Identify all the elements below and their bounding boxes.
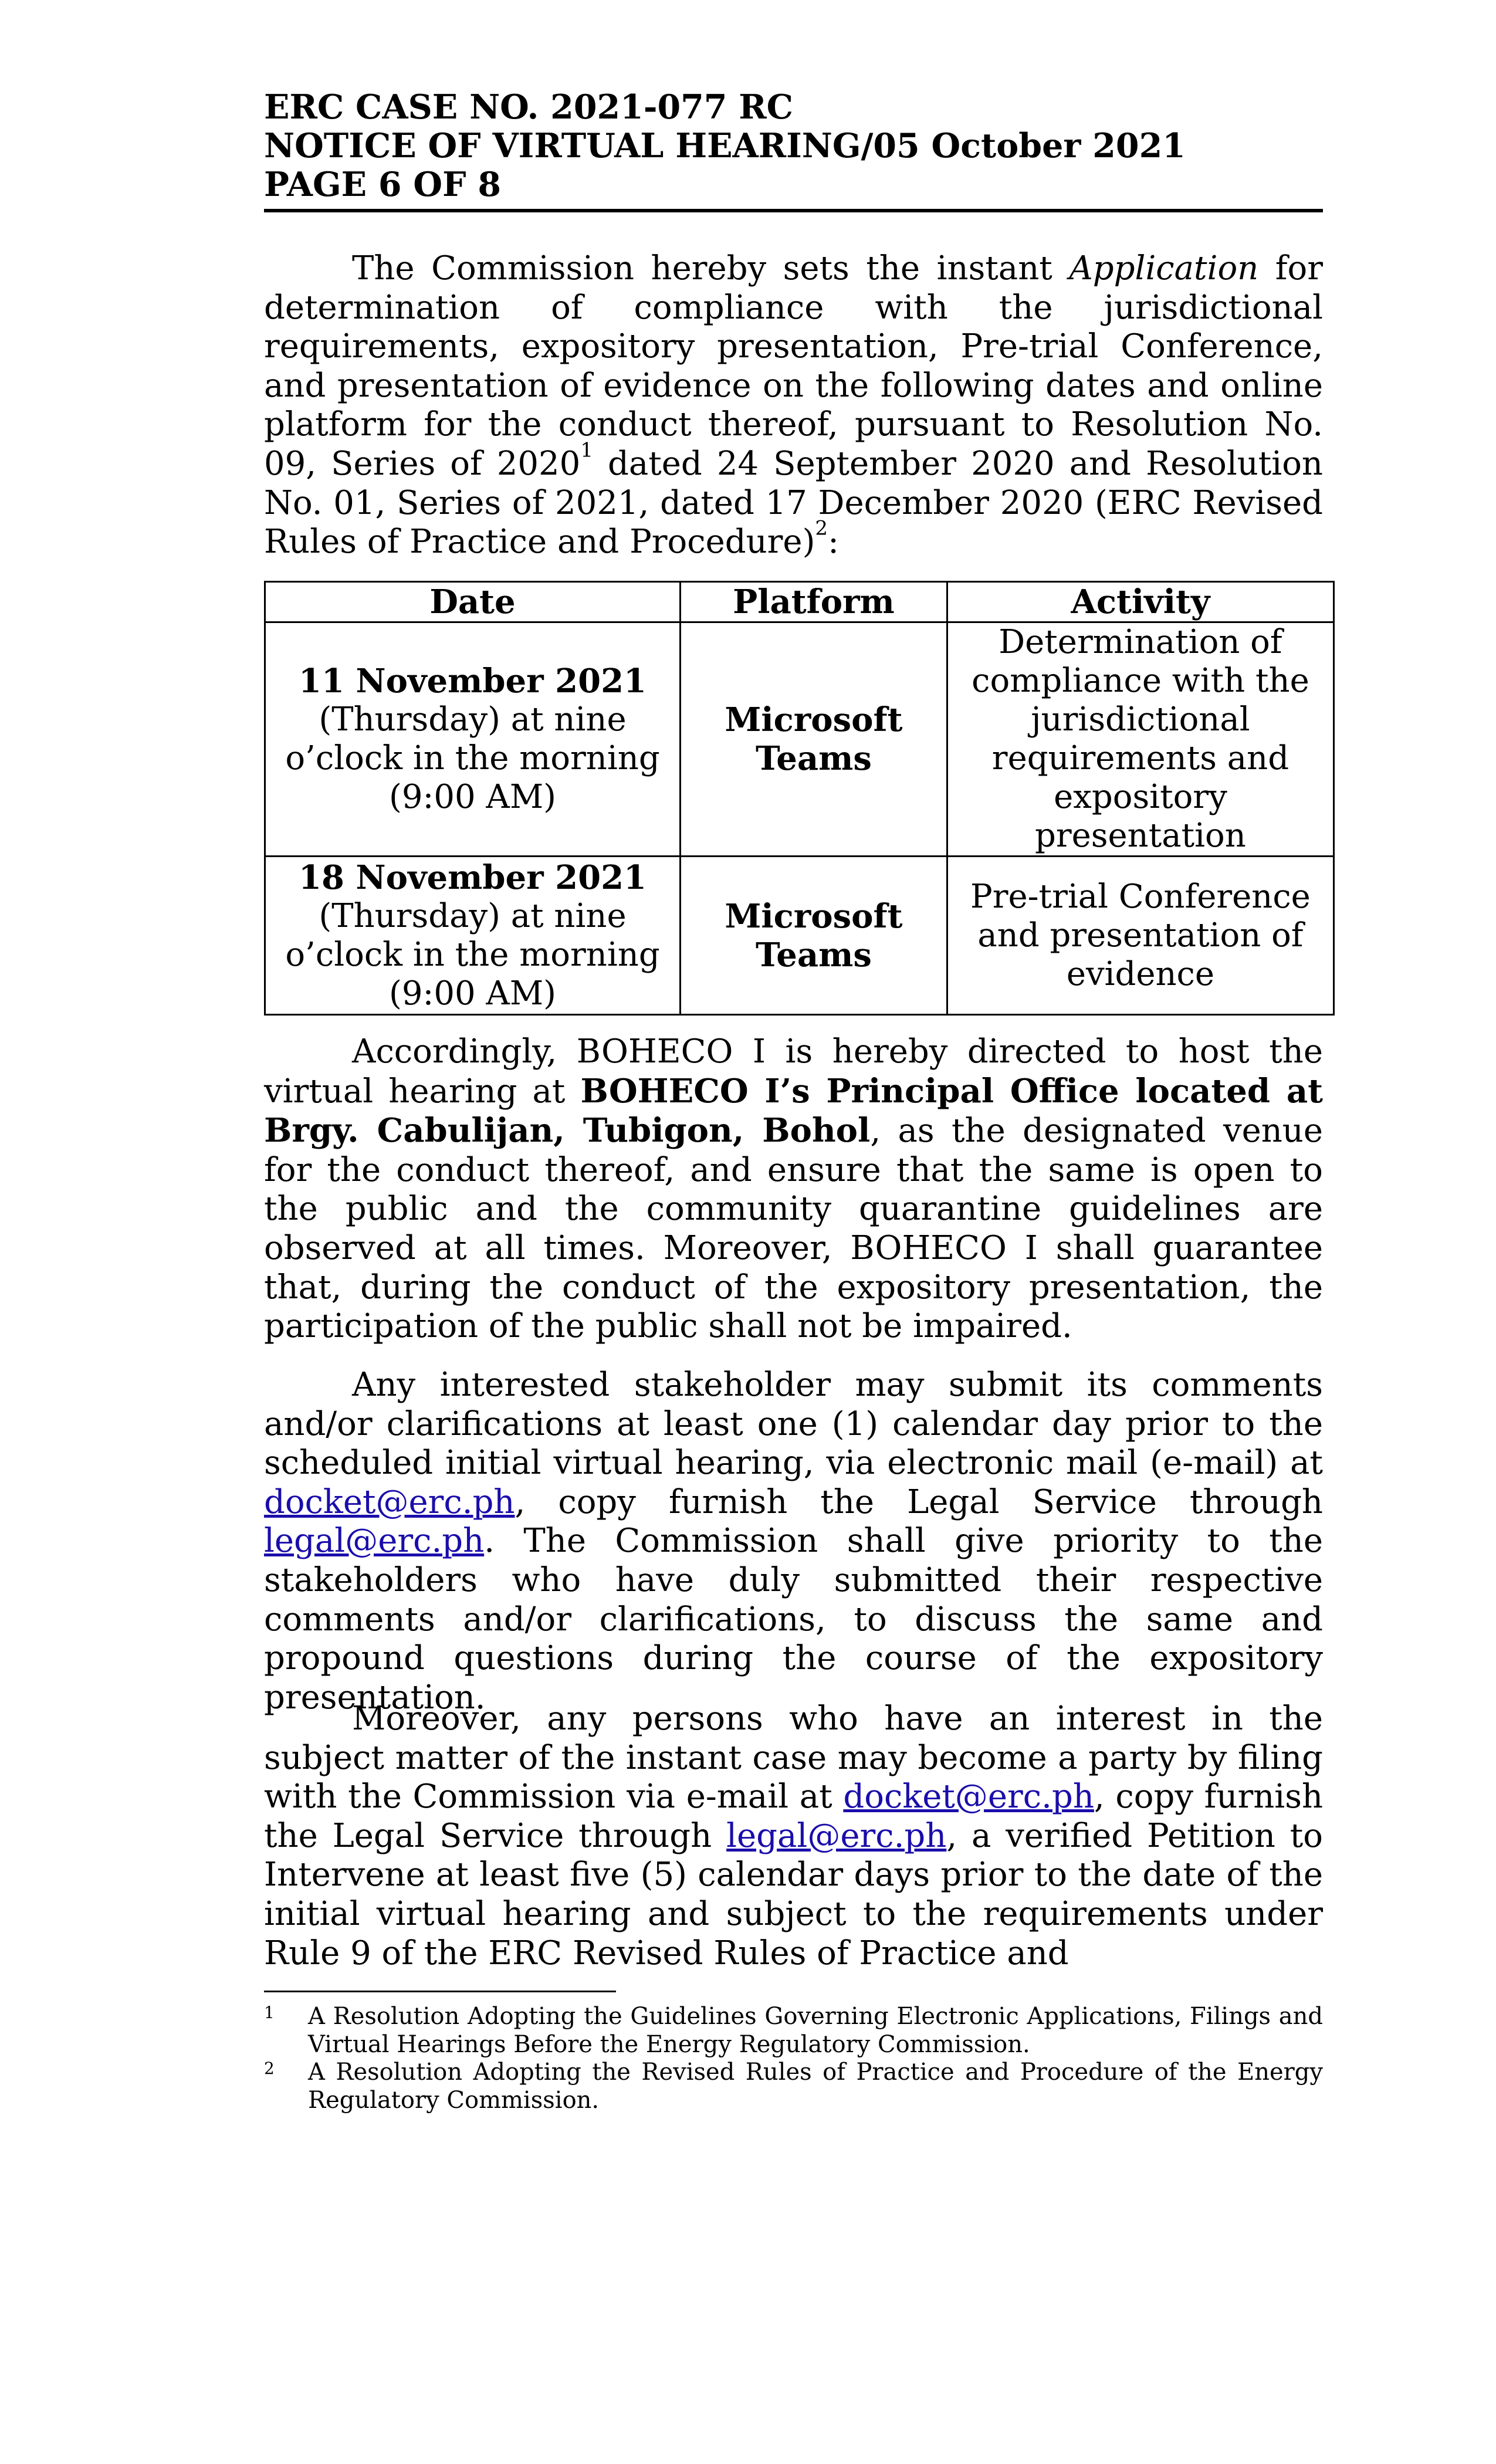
docket-email-link[interactable]: docket@erc.ph bbox=[264, 1483, 515, 1521]
row-activity-cell bbox=[947, 622, 1333, 857]
row-activity-line: and presentation of bbox=[977, 916, 1304, 955]
row-activity-line: Determination of bbox=[999, 623, 1282, 661]
notice-title: NOTICE OF VIRTUAL HEARING/05 October 2021 bbox=[264, 126, 1186, 165]
intro-text-d: dated 24 September 2020 and Resolution No. 01, Series of 2021, dated 17 December 2020 (ERC Revised Rules of Practice and Procedure) bbox=[264, 444, 1323, 561]
venue-location-bold: BOHECO I’s Principal Office located at Brgy. Cabulijan, Tubigon, Bohol bbox=[264, 1071, 1323, 1150]
legal-email-link[interactable]: legal@erc.ph bbox=[726, 1816, 947, 1855]
row-activity-line: jurisdictional bbox=[1031, 700, 1250, 739]
footnote-number: 1 bbox=[264, 2003, 275, 2022]
table-header-row bbox=[265, 582, 1334, 622]
case-number: ERC CASE NO. 2021-077 RC bbox=[264, 87, 794, 127]
footnote-text: A Resolution Adopting the Revised Rules of Practice and Procedure of the Energy Regulatory Commission. bbox=[308, 2059, 1323, 2114]
row-activity-line: compliance with the bbox=[972, 662, 1309, 700]
intervene-text-b: , copy furnish the Legal Service through bbox=[264, 1778, 1324, 1855]
column-header-activity: Activity bbox=[947, 582, 1333, 622]
row-platform-line: Microsoft bbox=[725, 700, 903, 739]
row-platform-line: Teams bbox=[755, 739, 872, 778]
footnote-text: A Resolution Adopting the Guidelines Governing Electronic Applications, Filings and Virtual Hearings Before the Energy Regulatory Commission. bbox=[308, 2003, 1323, 2058]
venue-text-a: Accordingly, BOHECO I is hereby directed to host the virtual hearing at bbox=[264, 1033, 1323, 1111]
hearing-schedule-table bbox=[264, 581, 1335, 1016]
row-date-cell bbox=[265, 857, 681, 1015]
document-page bbox=[264, 0, 1323, 2464]
row-activity-line: expository presentation bbox=[1035, 778, 1246, 855]
footnote-ref-1[interactable]: 1 bbox=[580, 438, 593, 462]
stakeholder-text-c: . The Commission shall give priority to the stakeholders who have duly submitted their respective comments and/or clarifications, to discuss the same and propound questions during the course of the expository presentation. bbox=[264, 1522, 1323, 1717]
footnote-divider bbox=[264, 1991, 616, 1992]
table-row bbox=[265, 857, 1334, 1015]
row-platform-cell bbox=[681, 622, 947, 857]
row-activity-line: evidence bbox=[1066, 955, 1215, 993]
intro-paragraph bbox=[264, 249, 1323, 562]
row-platform-cell bbox=[681, 857, 947, 1015]
footnote-ref-2[interactable]: 2 bbox=[815, 516, 828, 540]
row-platform-line: Teams bbox=[755, 935, 872, 974]
stakeholder-paragraph bbox=[264, 1366, 1323, 1717]
intro-application-term: Application bbox=[1069, 249, 1259, 287]
row-activity-line: requirements and bbox=[991, 739, 1289, 777]
stakeholder-text-b: , copy furnish the Legal Service through bbox=[515, 1483, 1323, 1521]
venue-paragraph bbox=[264, 1033, 1323, 1346]
row-date-line: (9:00 AM) bbox=[388, 778, 557, 816]
intervene-text-c: , a verified Petition to Intervene at least five (5) calendar days prior to the date of the initial virtual hearing and subject to the requirements under Rule 9 of the ERC Revised Rules of Practice and bbox=[264, 1816, 1323, 1972]
stakeholder-text-a: Any interested stakeholder may submit its comments and/or clarifications at least one (1) calendar day prior to the scheduled initial virtual hearing, via electronic mail (e-mail) at bbox=[264, 1366, 1323, 1483]
page-number: PAGE 6 OF 8 bbox=[264, 165, 502, 204]
footnote-1 bbox=[264, 2002, 1323, 2059]
page-header bbox=[264, 88, 1323, 212]
row-activity-line: Pre-trial Conference bbox=[970, 877, 1311, 916]
docket-email-link[interactable]: docket@erc.ph bbox=[843, 1778, 1094, 1816]
row-date-line: (Thursday) at nine bbox=[319, 700, 627, 739]
row-date-line: (Thursday) at nine bbox=[319, 896, 627, 935]
intro-text-c: for determination of compliance with the jurisdictional requirements, expository presentation, Pre-trial Conference, and presentation of evidence on the following dates and online platform for the conduct thereof, pursuant to Resolution No. 09, Series of 2020 bbox=[264, 249, 1323, 483]
intro-text-e: : bbox=[828, 523, 839, 561]
intro-text-a: The Commission hereby sets the instant bbox=[352, 249, 1069, 287]
column-header-date: Date bbox=[265, 582, 681, 622]
row-activity-cell bbox=[947, 857, 1333, 1015]
venue-text-c: , as the designated venue for the conduct thereof, and ensure that the same is open to the public and the community quarantine guidelines are observed at all times. Moreover, BOHECO I shall guarantee that, during the conduct of the expository presentation, the participation of the public shall not be impaired. bbox=[264, 1112, 1323, 1346]
footnote-number: 2 bbox=[264, 2059, 275, 2078]
footnote-2 bbox=[264, 2058, 1323, 2114]
intervene-paragraph bbox=[264, 1700, 1323, 1973]
row-date-bold: 18 November 2021 bbox=[298, 858, 647, 897]
intervene-text-a: Moreover, any persons who have an interest in the subject matter of the instant case may become a party by filing with the Commission via e-mail at bbox=[264, 1700, 1323, 1816]
column-header-platform: Platform bbox=[681, 582, 947, 622]
table-row bbox=[265, 622, 1334, 857]
row-date-bold: 11 November 2021 bbox=[298, 662, 647, 700]
row-platform-line: Microsoft bbox=[725, 896, 903, 936]
row-date-cell bbox=[265, 622, 681, 857]
legal-email-link[interactable]: legal@erc.ph bbox=[264, 1522, 485, 1561]
row-date-line: (9:00 AM) bbox=[388, 974, 557, 1013]
row-date-line: o’clock in the morning bbox=[285, 935, 660, 974]
row-date-line: o’clock in the morning bbox=[285, 739, 660, 777]
